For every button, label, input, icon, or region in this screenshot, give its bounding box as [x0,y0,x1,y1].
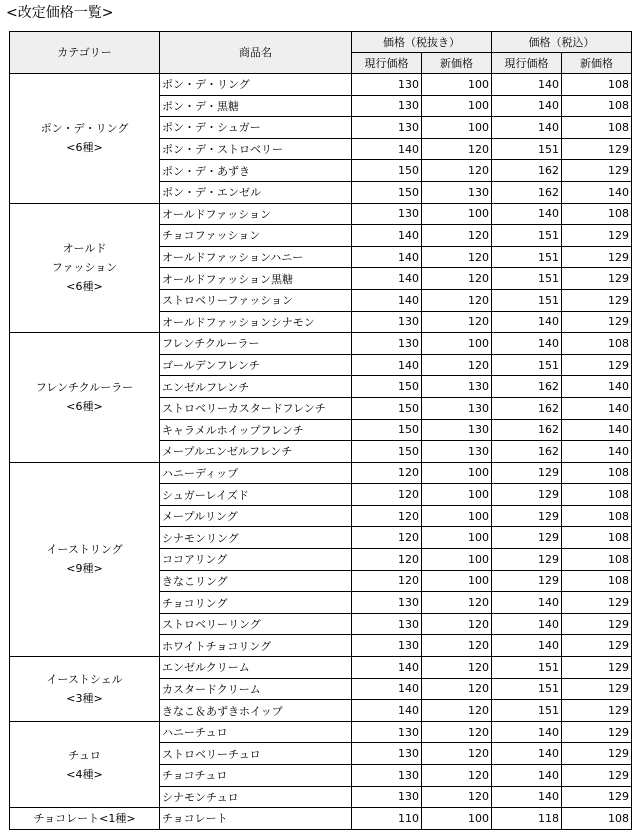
new-price-excl-cell: 100 [422,74,492,96]
new-price-excl-cell: 100 [422,549,492,571]
table-row [10,74,632,96]
product-name-cell: エンゼルクリーム [160,657,352,679]
current-price-excl-cell: 130 [352,786,422,808]
new-price-excl-cell: 100 [422,527,492,549]
table-body [10,74,632,830]
category-cell [10,808,160,830]
product-name-cell: オールドファッションシナモン [160,311,352,333]
new-price-incl-cell: 129 [562,657,632,679]
product-name-cell: きなこ＆あずきホイップ [160,700,352,722]
new-price-excl-cell: 130 [422,397,492,419]
new-price-excl-cell: 120 [422,354,492,376]
new-price-incl-cell: 140 [562,441,632,463]
current-price-incl-cell: 129 [492,505,562,527]
current-price-excl-cell: 140 [352,354,422,376]
new-price-incl-cell: 129 [562,765,632,787]
current-price-excl-cell: 130 [352,203,422,225]
new-price-incl-cell: 108 [562,333,632,355]
category-label-line: <3種> [66,691,103,705]
product-name-cell: ポン・デ・黒糖 [160,95,352,117]
current-price-incl-cell: 129 [492,527,562,549]
new-price-incl-cell: 140 [562,419,632,441]
current-price-incl-cell: 140 [492,95,562,117]
product-name-cell: シュガーレイズド [160,484,352,506]
product-name-cell: メープルエンゼルフレンチ [160,441,352,463]
new-price-incl-cell: 129 [562,138,632,160]
new-price-excl-cell: 120 [422,138,492,160]
product-name-cell: カスタードクリーム [160,678,352,700]
category-label-line: チュロ [68,748,101,762]
current-price-incl-cell: 140 [492,635,562,657]
product-name-cell: オールドファッション [160,203,352,225]
header-product: 商品名 [160,32,352,74]
new-price-excl-cell: 120 [422,657,492,679]
current-price-excl-cell: 130 [352,613,422,635]
header-new-price-excl: 新価格 [422,53,492,74]
current-price-incl-cell: 140 [492,311,562,333]
product-name-cell: ストロベリーリング [160,613,352,635]
current-price-excl-cell: 150 [352,181,422,203]
table-row [10,721,632,743]
product-name-cell: オールドファッションハニー [160,246,352,268]
current-price-incl-cell: 129 [492,549,562,571]
current-price-incl-cell: 140 [492,743,562,765]
header-current-price-excl: 現行価格 [352,53,422,74]
product-name-cell: メープルリング [160,505,352,527]
new-price-incl-cell: 140 [562,397,632,419]
current-price-excl-cell: 140 [352,700,422,722]
current-price-incl-cell: 118 [492,808,562,830]
current-price-incl-cell: 129 [492,570,562,592]
category-label-line: フレンチクルーラー [35,381,134,395]
current-price-excl-cell: 120 [352,570,422,592]
current-price-excl-cell: 130 [352,333,422,355]
header-category: カテゴリー [10,32,160,74]
new-price-incl-cell: 108 [562,505,632,527]
new-price-excl-cell: 100 [422,95,492,117]
current-price-incl-cell: 162 [492,419,562,441]
new-price-excl-cell: 120 [422,678,492,700]
current-price-incl-cell: 140 [492,117,562,139]
product-name-cell: ポン・デ・エンゼル [160,181,352,203]
new-price-incl-cell: 129 [562,246,632,268]
current-price-incl-cell: 151 [492,138,562,160]
new-price-incl-cell: 129 [562,225,632,247]
header-price-excl-tax: 価格（税抜き） [352,32,492,53]
current-price-incl-cell: 151 [492,657,562,679]
current-price-incl-cell: 140 [492,203,562,225]
current-price-excl-cell: 120 [352,549,422,571]
category-cell [10,462,160,656]
category-cell [10,203,160,333]
current-price-excl-cell: 130 [352,743,422,765]
product-name-cell: シナモンチュロ [160,786,352,808]
current-price-incl-cell: 129 [492,484,562,506]
product-name-cell: チョコチュロ [160,765,352,787]
new-price-excl-cell: 130 [422,181,492,203]
header-new-price-incl: 新価格 [562,53,632,74]
new-price-excl-cell: 120 [422,592,492,614]
new-price-excl-cell: 100 [422,484,492,506]
price-table [9,31,632,830]
product-name-cell: ハニーディップ [160,462,352,484]
current-price-excl-cell: 120 [352,462,422,484]
current-price-incl-cell: 151 [492,354,562,376]
new-price-excl-cell: 100 [422,203,492,225]
new-price-incl-cell: 129 [562,613,632,635]
current-price-incl-cell: 151 [492,225,562,247]
new-price-incl-cell: 129 [562,160,632,182]
new-price-incl-cell: 108 [562,527,632,549]
current-price-incl-cell: 140 [492,765,562,787]
new-price-excl-cell: 100 [422,333,492,355]
new-price-excl-cell: 130 [422,419,492,441]
current-price-incl-cell: 162 [492,397,562,419]
product-name-cell: ポン・デ・ストロベリー [160,138,352,160]
current-price-excl-cell: 150 [352,160,422,182]
table-header [10,32,632,74]
current-price-excl-cell: 120 [352,484,422,506]
current-price-excl-cell: 140 [352,138,422,160]
product-name-cell: ココアリング [160,549,352,571]
current-price-incl-cell: 140 [492,74,562,96]
product-name-cell: キャラメルホイップフレンチ [160,419,352,441]
current-price-excl-cell: 130 [352,721,422,743]
product-name-cell: ハニーチュロ [160,721,352,743]
new-price-excl-cell: 120 [422,635,492,657]
current-price-incl-cell: 140 [492,333,562,355]
category-label-line: ファッション [51,261,118,275]
new-price-excl-cell: 120 [422,246,492,268]
new-price-excl-cell: 130 [422,441,492,463]
new-price-incl-cell: 129 [562,635,632,657]
current-price-excl-cell: 130 [352,117,422,139]
category-label-line: チョコレート<1種> [33,811,136,825]
table-row [10,462,632,484]
product-name-cell: オールドファッション黒糖 [160,268,352,290]
new-price-excl-cell: 120 [422,311,492,333]
product-name-cell: ポン・デ・リング [160,74,352,96]
new-price-incl-cell: 108 [562,95,632,117]
product-name-cell: ストロベリーチュロ [160,743,352,765]
current-price-excl-cell: 130 [352,95,422,117]
category-label-line: イーストシェル [46,672,123,686]
header-current-price-incl: 現行価格 [492,53,562,74]
product-name-cell: チョコリング [160,592,352,614]
category-cell [10,657,160,722]
category-label-line: <9種> [66,562,103,576]
current-price-incl-cell: 162 [492,160,562,182]
new-price-incl-cell: 129 [562,592,632,614]
new-price-incl-cell: 140 [562,376,632,398]
table-row [10,333,632,355]
new-price-excl-cell: 100 [422,505,492,527]
product-name-cell: ポン・デ・シュガー [160,117,352,139]
product-name-cell: ストロベリーファッション [160,289,352,311]
new-price-incl-cell: 129 [562,786,632,808]
current-price-incl-cell: 140 [492,613,562,635]
current-price-excl-cell: 150 [352,397,422,419]
page-title: <改定価格一覧> [6,5,114,21]
new-price-excl-cell: 120 [422,765,492,787]
new-price-excl-cell: 120 [422,160,492,182]
current-price-excl-cell: 140 [352,246,422,268]
category-cell [10,74,160,204]
header-price-incl-tax: 価格（税込） [492,32,632,53]
new-price-incl-cell: 129 [562,678,632,700]
new-price-incl-cell: 129 [562,354,632,376]
new-price-excl-cell: 120 [422,225,492,247]
table-row [10,203,632,225]
new-price-incl-cell: 140 [562,181,632,203]
new-price-incl-cell: 108 [562,203,632,225]
new-price-excl-cell: 120 [422,613,492,635]
new-price-incl-cell: 129 [562,721,632,743]
new-price-incl-cell: 108 [562,484,632,506]
product-name-cell: ホワイトチョコリング [160,635,352,657]
product-name-cell: エンゼルフレンチ [160,376,352,398]
new-price-excl-cell: 100 [422,462,492,484]
current-price-excl-cell: 150 [352,419,422,441]
current-price-incl-cell: 162 [492,181,562,203]
product-name-cell: ストロベリーカスタードフレンチ [160,397,352,419]
current-price-excl-cell: 140 [352,289,422,311]
product-name-cell: フレンチクルーラー [160,333,352,355]
product-name-cell: チョコレート [160,808,352,830]
current-price-incl-cell: 129 [492,462,562,484]
category-cell [10,333,160,463]
current-price-incl-cell: 151 [492,246,562,268]
new-price-incl-cell: 108 [562,74,632,96]
current-price-excl-cell: 140 [352,225,422,247]
current-price-excl-cell: 130 [352,635,422,657]
new-price-excl-cell: 100 [422,570,492,592]
new-price-incl-cell: 108 [562,808,632,830]
new-price-excl-cell: 120 [422,786,492,808]
new-price-incl-cell: 129 [562,289,632,311]
current-price-excl-cell: 140 [352,678,422,700]
new-price-incl-cell: 108 [562,549,632,571]
new-price-excl-cell: 120 [422,268,492,290]
new-price-incl-cell: 108 [562,117,632,139]
current-price-excl-cell: 130 [352,765,422,787]
current-price-incl-cell: 162 [492,376,562,398]
product-name-cell: ゴールデンフレンチ [160,354,352,376]
category-label-line: <6種> [66,280,103,294]
current-price-excl-cell: 120 [352,527,422,549]
category-label-line: イーストリング [46,543,123,557]
current-price-excl-cell: 130 [352,311,422,333]
current-price-incl-cell: 151 [492,268,562,290]
current-price-incl-cell: 162 [492,441,562,463]
new-price-excl-cell: 100 [422,117,492,139]
product-name-cell: ポン・デ・あずき [160,160,352,182]
current-price-incl-cell: 151 [492,700,562,722]
new-price-excl-cell: 120 [422,721,492,743]
new-price-incl-cell: 129 [562,268,632,290]
new-price-incl-cell: 108 [562,462,632,484]
product-name-cell: きなこリング [160,570,352,592]
new-price-excl-cell: 120 [422,743,492,765]
table-row [10,657,632,679]
category-label-line: オールド [62,242,107,256]
new-price-incl-cell: 129 [562,311,632,333]
new-price-incl-cell: 108 [562,570,632,592]
current-price-excl-cell: 150 [352,376,422,398]
new-price-excl-cell: 120 [422,289,492,311]
product-name-cell: チョコファッション [160,225,352,247]
new-price-excl-cell: 120 [422,700,492,722]
current-price-incl-cell: 140 [492,786,562,808]
current-price-excl-cell: 120 [352,505,422,527]
current-price-excl-cell: 150 [352,441,422,463]
current-price-excl-cell: 130 [352,74,422,96]
new-price-incl-cell: 129 [562,700,632,722]
category-label-line: <6種> [66,400,103,414]
current-price-excl-cell: 140 [352,657,422,679]
current-price-excl-cell: 140 [352,268,422,290]
category-label-line: <4種> [66,767,103,781]
category-label-line: ポン・デ・リング [40,122,129,136]
table-row [10,808,632,830]
current-price-incl-cell: 140 [492,721,562,743]
current-price-incl-cell: 151 [492,289,562,311]
category-label-line: <6種> [66,141,103,155]
current-price-incl-cell: 151 [492,678,562,700]
new-price-excl-cell: 130 [422,376,492,398]
new-price-excl-cell: 100 [422,808,492,830]
current-price-excl-cell: 130 [352,592,422,614]
category-cell [10,721,160,807]
new-price-incl-cell: 129 [562,743,632,765]
product-name-cell: シナモンリング [160,527,352,549]
current-price-incl-cell: 140 [492,592,562,614]
current-price-excl-cell: 110 [352,808,422,830]
